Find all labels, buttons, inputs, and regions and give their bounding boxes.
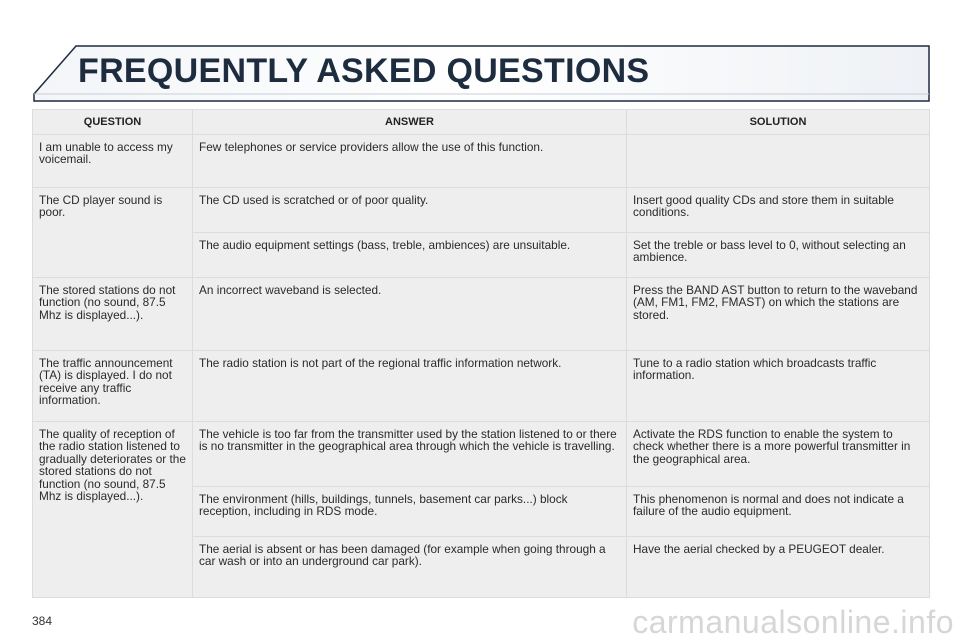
page-title: FREQUENTLY ASKED QUESTIONS bbox=[78, 52, 650, 90]
answer-cell: The vehicle is too far from the transmitter used by the station listened to or there is no transmitter in the geographical area through which the vehicle is travelling. bbox=[193, 422, 627, 487]
solution-cell: This phenomenon is normal and does not indicate a failure of the audio equipment. bbox=[627, 487, 930, 537]
solution-cell: Have the aerial checked by a PEUGEOT dealer. bbox=[627, 537, 930, 598]
solution-cell: Press the BAND AST button to return to the waveband (AM, FM1, FM2, FMAST) on which the stations are stored. bbox=[627, 278, 930, 351]
header-solution: SOLUTION bbox=[627, 110, 930, 135]
solution-cell: Insert good quality CDs and store them in suitable conditions. bbox=[627, 188, 930, 233]
answer-cell: The audio equipment settings (bass, treble, ambiences) are unsuitable. bbox=[193, 233, 627, 278]
answer-cell: The aerial is absent or has been damaged (for example when going through a car wash or into an underground car park). bbox=[193, 537, 627, 598]
question-cell: The CD player sound is poor. bbox=[33, 188, 193, 278]
title-bar bbox=[0, 0, 960, 108]
table-row bbox=[33, 422, 930, 487]
question-cell: The traffic announcement (TA) is displayed. I do not receive any traffic information. bbox=[33, 351, 193, 422]
answer-cell: An incorrect waveband is selected. bbox=[193, 278, 627, 351]
question-cell: I am unable to access my voicemail. bbox=[33, 135, 193, 188]
table-row bbox=[33, 135, 930, 188]
header-question: QUESTION bbox=[33, 110, 193, 135]
table-row bbox=[33, 278, 930, 351]
solution-cell: Set the treble or bass level to 0, without selecting an ambience. bbox=[627, 233, 930, 278]
answer-cell: Few telephones or service providers allow the use of this function. bbox=[193, 135, 627, 188]
faq-table bbox=[32, 109, 930, 598]
question-cell: The quality of reception of the radio station listened to gradually deteriorates or the stored stations do not function (no sound, 87.5 Mhz is displayed...). bbox=[33, 422, 193, 598]
table-body bbox=[33, 135, 930, 598]
table-header-row bbox=[33, 110, 930, 135]
answer-cell: The environment (hills, buildings, tunnels, basement car parks...) block reception, including in RDS mode. bbox=[193, 487, 627, 537]
page-number: 384 bbox=[32, 614, 53, 628]
solution-cell bbox=[627, 135, 930, 188]
table-row bbox=[33, 188, 930, 233]
solution-cell: Activate the RDS function to enable the system to check whether there is a more powerful transmitter in the geographical area. bbox=[627, 422, 930, 487]
header-answer: ANSWER bbox=[193, 110, 627, 135]
table-row bbox=[33, 351, 930, 422]
question-cell: The stored stations do not function (no sound, 87.5 Mhz is displayed...). bbox=[33, 278, 193, 351]
solution-cell: Tune to a radio station which broadcasts traffic information. bbox=[627, 351, 930, 422]
answer-cell: The radio station is not part of the regional traffic information network. bbox=[193, 351, 627, 422]
watermark: carmanualsonline.info bbox=[632, 604, 954, 640]
answer-cell: The CD used is scratched or of poor quality. bbox=[193, 188, 627, 233]
